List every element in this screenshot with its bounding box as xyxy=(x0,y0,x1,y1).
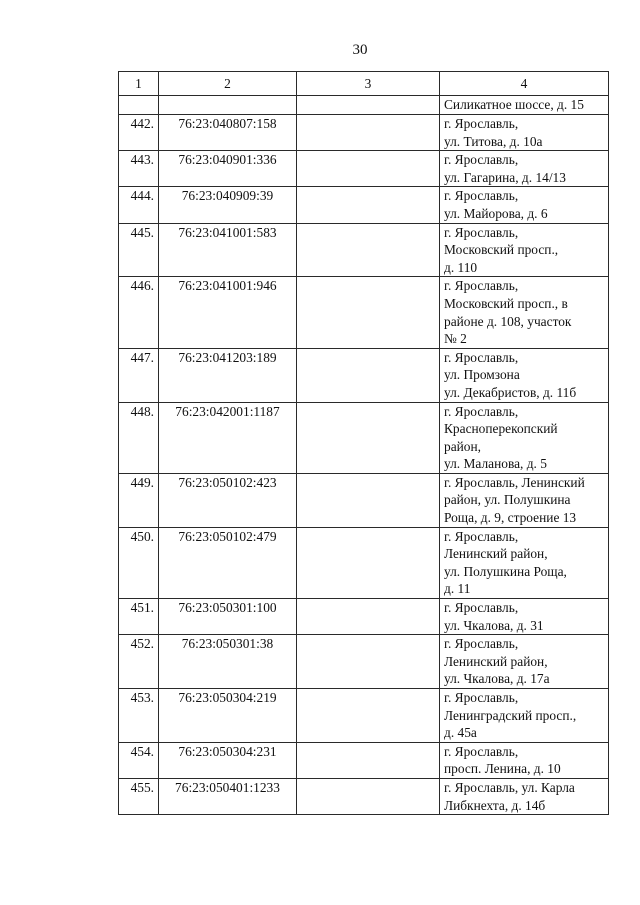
cell-cadastral: 76:23:050304:231 xyxy=(159,742,297,778)
cell-cadastral: 76:23:050102:423 xyxy=(159,473,297,527)
cell-cadastral: 76:23:050401:1233 xyxy=(159,778,297,814)
cell-address: г. Ярославль, ул. Титова, д. 10а xyxy=(440,115,609,151)
cell-cadastral: 76:23:040909:39 xyxy=(159,187,297,223)
cell-cadastral: 76:23:050301:100 xyxy=(159,599,297,635)
table-row xyxy=(119,151,609,187)
cell-address: г. Ярославль, ул. Промзона ул. Декабристов, д. 11б xyxy=(440,348,609,402)
page-number: 30 xyxy=(352,42,368,58)
cell-address: г. Ярославль, Ленинградский просп., д. 45а xyxy=(440,689,609,743)
table-row xyxy=(119,223,609,277)
cell-address: г. Ярославль, Краснoперекопский район, ул. Маланова, д. 5 xyxy=(440,402,609,473)
cell-address: г. Ярославль, просп. Ленина, д. 10 xyxy=(440,742,609,778)
header-col-4: 4 xyxy=(440,72,609,96)
table-row xyxy=(119,689,609,743)
table-row xyxy=(119,115,609,151)
cell-col3 xyxy=(297,151,440,187)
cell-address: г. Ярославль, Ленинский район, ул. Чкалова, д. 17а xyxy=(440,635,609,689)
cell-num: 445. xyxy=(119,223,159,277)
cell-col3 xyxy=(297,277,440,348)
cell-col3 xyxy=(297,96,440,115)
cell-cadastral: 76:23:050102:479 xyxy=(159,527,297,598)
cell-num: 444. xyxy=(119,187,159,223)
cell-address: г. Ярославль, Ленинский район, ул. Полушкина Роща, д. 9, строение 13 xyxy=(440,473,609,527)
cell-cadastral xyxy=(159,96,297,115)
cell-address: г. Ярославль, Ленинский район, ул. Полушкина Роща, д. 11 xyxy=(440,527,609,598)
cell-col3 xyxy=(297,348,440,402)
cell-num: 455. xyxy=(119,778,159,814)
cell-cadastral: 76:23:040807:158 xyxy=(159,115,297,151)
cell-address: Силикатное шоссе, д. 15 xyxy=(440,96,609,115)
table-row xyxy=(119,473,609,527)
header-col-1: 1 xyxy=(119,72,159,96)
cell-num: 454. xyxy=(119,742,159,778)
cell-address: г. Ярославль, ул. Майорова, д. 6 xyxy=(440,187,609,223)
continuation-row xyxy=(119,96,609,115)
cell-address: г. Ярославль, ул. Чкалова, д. 31 xyxy=(440,599,609,635)
header-col-2: 2 xyxy=(159,72,297,96)
cell-address: г. Ярославль, ул. Гагарина, д. 14/13 xyxy=(440,151,609,187)
cell-num xyxy=(119,96,159,115)
cell-col3 xyxy=(297,742,440,778)
cell-col3 xyxy=(297,223,440,277)
cell-col3 xyxy=(297,778,440,814)
cell-col3 xyxy=(297,689,440,743)
table-row xyxy=(119,742,609,778)
cell-cadastral: 76:23:040901:336 xyxy=(159,151,297,187)
table-row xyxy=(119,778,609,814)
cell-cadastral: 76:23:050304:219 xyxy=(159,689,297,743)
table-row xyxy=(119,402,609,473)
cell-cadastral: 76:23:041001:583 xyxy=(159,223,297,277)
table-row xyxy=(119,527,609,598)
cell-col3 xyxy=(297,187,440,223)
cell-num: 447. xyxy=(119,348,159,402)
cell-col3 xyxy=(297,115,440,151)
cell-num: 446. xyxy=(119,277,159,348)
cell-num: 443. xyxy=(119,151,159,187)
cell-num: 453. xyxy=(119,689,159,743)
cell-num: 442. xyxy=(119,115,159,151)
cell-num: 450. xyxy=(119,527,159,598)
cell-col3 xyxy=(297,402,440,473)
property-registry-table xyxy=(118,71,609,815)
cell-col3 xyxy=(297,473,440,527)
cell-num: 449. xyxy=(119,473,159,527)
cell-cadastral: 76:23:050301:38 xyxy=(159,635,297,689)
cell-cadastral: 76:23:041203:189 xyxy=(159,348,297,402)
table-row xyxy=(119,277,609,348)
cell-num: 448. xyxy=(119,402,159,473)
cell-address: г. Ярославль, Московский просп., в районе д. 108, участок № 2 xyxy=(440,277,609,348)
cell-num: 452. xyxy=(119,635,159,689)
cell-cadastral: 76:23:041001:946 xyxy=(159,277,297,348)
header-row xyxy=(119,72,609,96)
cell-col3 xyxy=(297,635,440,689)
cell-address: г. Ярославль, ул. Карла Либкнехта, д. 14б xyxy=(440,778,609,814)
table-row xyxy=(119,599,609,635)
cell-num: 451. xyxy=(119,599,159,635)
cell-col3 xyxy=(297,599,440,635)
header-col-3: 3 xyxy=(297,72,440,96)
table-row xyxy=(119,635,609,689)
table-row xyxy=(119,187,609,223)
cell-col3 xyxy=(297,527,440,598)
cell-cadastral: 76:23:042001:1187 xyxy=(159,402,297,473)
cell-address: г. Ярославль, Московский просп., д. 110 xyxy=(440,223,609,277)
table-row xyxy=(119,348,609,402)
